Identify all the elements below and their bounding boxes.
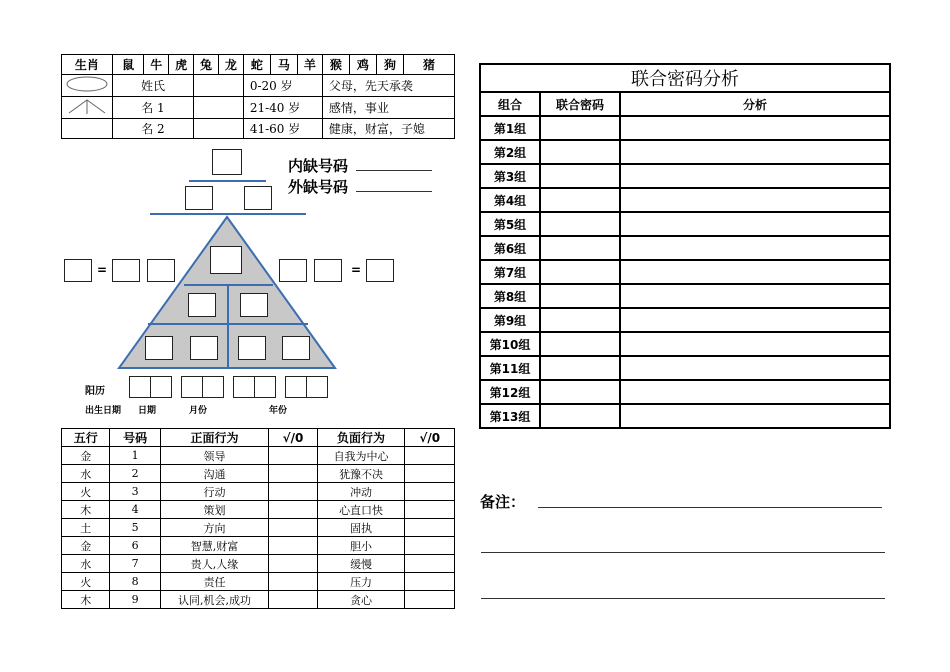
table-row xyxy=(62,447,455,465)
negative-check-cell[interactable] xyxy=(405,447,455,465)
code-cell[interactable] xyxy=(540,260,620,284)
inner-missing-line[interactable] xyxy=(356,170,432,171)
positive-cell: 行动 xyxy=(160,483,268,501)
wuxing-header: 负面行为 xyxy=(317,429,405,447)
row-age: 0-20 岁 xyxy=(243,75,322,97)
pyramid-base-box-2[interactable] xyxy=(190,336,218,360)
group-label: 第7组 xyxy=(480,260,540,284)
table-row xyxy=(62,519,455,537)
element-cell: 土 xyxy=(62,519,110,537)
zodiac-header-cell: 蛇 xyxy=(243,55,270,75)
group-label: 第9组 xyxy=(480,308,540,332)
table-row xyxy=(480,260,890,284)
positive-check-cell[interactable] xyxy=(269,591,318,609)
month-digit-2[interactable] xyxy=(202,376,224,398)
number-cell: 4 xyxy=(110,501,160,519)
group-label: 第13组 xyxy=(480,404,540,428)
right-box-2[interactable] xyxy=(314,259,342,282)
positive-cell: 责任 xyxy=(160,573,268,591)
year-digit-3[interactable] xyxy=(285,376,307,398)
pyramid-diagram xyxy=(0,0,470,425)
negative-check-cell[interactable] xyxy=(405,501,455,519)
analysis-cell[interactable] xyxy=(620,140,890,164)
row-label: 姓氏 xyxy=(112,75,193,97)
outer-missing-label: 外缺号码 xyxy=(288,178,349,196)
code-cell[interactable] xyxy=(540,212,620,236)
analysis-header: 分析 xyxy=(620,92,890,116)
code-cell[interactable] xyxy=(540,308,620,332)
number-cell: 6 xyxy=(110,537,160,555)
table-row xyxy=(480,164,890,188)
month-label: 月份 xyxy=(189,406,208,416)
notes-label: 备注： xyxy=(480,493,526,511)
code-cell[interactable] xyxy=(540,116,620,140)
analysis-cell[interactable] xyxy=(620,332,890,356)
positive-check-cell[interactable] xyxy=(269,537,318,555)
negative-check-cell[interactable] xyxy=(405,591,455,609)
right-box-1[interactable] xyxy=(279,259,307,282)
year-digit-1[interactable] xyxy=(233,376,255,398)
right-result-box[interactable] xyxy=(366,259,394,282)
group-label: 第3组 xyxy=(480,164,540,188)
zodiac-header-cell: 羊 xyxy=(297,55,322,75)
analysis-header: 组合 xyxy=(480,92,540,116)
day-digit-2[interactable] xyxy=(150,376,172,398)
notes-line-1[interactable] xyxy=(538,507,882,508)
negative-cell: 冲动 xyxy=(317,483,405,501)
code-cell[interactable] xyxy=(540,236,620,260)
day-digit-1[interactable] xyxy=(129,376,151,398)
positive-cell: 智慧,财富 xyxy=(160,537,268,555)
outer-missing-line[interactable] xyxy=(356,191,432,192)
pyramid-lines xyxy=(0,0,470,425)
negative-check-cell[interactable] xyxy=(405,519,455,537)
notes-line-3[interactable] xyxy=(481,598,885,599)
number-cell: 5 xyxy=(110,519,160,537)
wuxing-header: 五行 xyxy=(62,429,110,447)
zodiac-header-cell: 牛 xyxy=(144,55,169,75)
row-meaning: 父母，先天承袭 xyxy=(322,75,454,97)
number-cell: 3 xyxy=(110,483,160,501)
negative-check-cell[interactable] xyxy=(405,573,455,591)
positive-check-cell[interactable] xyxy=(269,519,318,537)
negative-cell: 固执 xyxy=(317,519,405,537)
negative-cell: 自我为中心 xyxy=(317,447,405,465)
zodiac-header-cell: 猪 xyxy=(404,55,455,75)
negative-cell: 胆小 xyxy=(317,537,405,555)
row-label: 名 2 xyxy=(112,119,193,139)
table-row xyxy=(480,356,890,380)
left-equals-sign: = xyxy=(97,263,108,277)
negative-check-cell[interactable] xyxy=(405,483,455,501)
row-age: 41-60 岁 xyxy=(243,119,322,139)
code-cell[interactable] xyxy=(540,164,620,188)
negative-check-cell[interactable] xyxy=(405,537,455,555)
element-cell: 金 xyxy=(62,537,110,555)
positive-check-cell[interactable] xyxy=(269,501,318,519)
table-row xyxy=(480,116,890,140)
number-cell: 1 xyxy=(110,447,160,465)
group-label: 第8组 xyxy=(480,284,540,308)
birth-date-label: 出生日期 xyxy=(85,406,122,416)
code-cell[interactable] xyxy=(540,140,620,164)
wuxing-header: 正面行为 xyxy=(160,429,268,447)
pyramid-apex-box[interactable] xyxy=(210,246,242,274)
code-cell[interactable] xyxy=(540,404,620,428)
table-row xyxy=(62,591,455,609)
table-row xyxy=(62,483,455,501)
zodiac-header-cell: 生肖 xyxy=(62,55,113,75)
element-cell: 水 xyxy=(62,555,110,573)
day-label: 日期 xyxy=(138,406,157,416)
row-age: 21-40 岁 xyxy=(243,97,322,119)
top-number-box[interactable] xyxy=(212,149,242,175)
code-cell[interactable] xyxy=(540,356,620,380)
element-cell: 金 xyxy=(62,447,110,465)
year-digit-2[interactable] xyxy=(254,376,276,398)
wuxing-header: √/0 xyxy=(269,429,318,447)
analysis-cell[interactable] xyxy=(620,380,890,404)
table-row xyxy=(480,140,890,164)
wuxing-table xyxy=(61,428,455,609)
analysis-title-row xyxy=(480,64,890,92)
number-cell: 2 xyxy=(110,465,160,483)
row-label: 名 1 xyxy=(112,97,193,119)
table-row xyxy=(480,332,890,356)
year-label: 年份 xyxy=(269,406,288,416)
zodiac-header-cell: 马 xyxy=(270,55,297,75)
group-label: 第5组 xyxy=(480,212,540,236)
left-box-2[interactable] xyxy=(147,259,175,282)
left-result-box[interactable] xyxy=(64,259,92,282)
table-row xyxy=(62,501,455,519)
zodiac-header-cell: 鸡 xyxy=(349,55,376,75)
year-digit-4[interactable] xyxy=(306,376,328,398)
positive-cell: 沟通 xyxy=(160,465,268,483)
negative-cell: 压力 xyxy=(317,573,405,591)
analysis-header-row xyxy=(480,92,890,116)
zodiac-header-cell: 兔 xyxy=(194,55,219,75)
row-meaning: 健康，财富，子媳 xyxy=(322,119,454,139)
table-row xyxy=(62,537,455,555)
analysis-cell[interactable] xyxy=(620,164,890,188)
pyramid-base-box-3[interactable] xyxy=(238,336,266,360)
pyramid-base-box-1[interactable] xyxy=(145,336,173,360)
group-label: 第4组 xyxy=(480,188,540,212)
code-cell[interactable] xyxy=(540,188,620,212)
analysis-cell[interactable] xyxy=(620,116,890,140)
table-row xyxy=(62,555,455,573)
positive-check-cell[interactable] xyxy=(269,447,318,465)
table-row xyxy=(480,404,890,428)
group-label: 第1组 xyxy=(480,116,540,140)
row-meaning: 感情，事业 xyxy=(322,97,454,119)
zodiac-header-cell: 虎 xyxy=(169,55,194,75)
zodiac-header-cell: 龙 xyxy=(218,55,243,75)
analysis-cell[interactable] xyxy=(620,404,890,428)
analysis-cell[interactable] xyxy=(620,236,890,260)
zodiac-header-cell: 狗 xyxy=(376,55,403,75)
positive-check-cell[interactable] xyxy=(269,465,318,483)
negative-cell: 缓慢 xyxy=(317,555,405,573)
element-cell: 木 xyxy=(62,501,110,519)
table-row xyxy=(480,284,890,308)
group-label: 第11组 xyxy=(480,356,540,380)
upper-right-box[interactable] xyxy=(244,186,272,210)
group-label: 第10组 xyxy=(480,332,540,356)
positive-check-cell[interactable] xyxy=(269,573,318,591)
solar-label: 阳历 xyxy=(85,386,105,397)
pyramid-base-box-4[interactable] xyxy=(282,336,310,360)
left-box-1[interactable] xyxy=(112,259,140,282)
zodiac-header-cell: 猴 xyxy=(322,55,349,75)
group-label: 第12组 xyxy=(480,380,540,404)
negative-check-cell[interactable] xyxy=(405,465,455,483)
negative-check-cell[interactable] xyxy=(405,555,455,573)
positive-cell: 策划 xyxy=(160,501,268,519)
table-row xyxy=(480,308,890,332)
negative-cell: 心直口快 xyxy=(317,501,405,519)
number-cell: 7 xyxy=(110,555,160,573)
analysis-cell[interactable] xyxy=(620,260,890,284)
table-row xyxy=(480,380,890,404)
number-cell: 9 xyxy=(110,591,160,609)
notes-line-2[interactable] xyxy=(481,552,885,553)
wuxing-header-row xyxy=(62,429,455,447)
analysis-cell[interactable] xyxy=(620,212,890,236)
negative-cell: 犹豫不决 xyxy=(317,465,405,483)
element-cell: 火 xyxy=(62,483,110,501)
table-row xyxy=(480,188,890,212)
analysis-title: 联合密码分析 xyxy=(480,64,890,92)
positive-cell: 认同,机会,成功 xyxy=(160,591,268,609)
table-row xyxy=(62,465,455,483)
right-equals-sign: = xyxy=(351,263,362,277)
month-digit-1[interactable] xyxy=(181,376,203,398)
analysis-cell[interactable] xyxy=(620,308,890,332)
table-row xyxy=(62,573,455,591)
positive-cell: 领导 xyxy=(160,447,268,465)
inner-missing-label: 内缺号码 xyxy=(288,157,349,175)
code-cell[interactable] xyxy=(540,284,620,308)
analysis-cell[interactable] xyxy=(620,356,890,380)
negative-cell: 贪心 xyxy=(317,591,405,609)
element-cell: 水 xyxy=(62,465,110,483)
group-label: 第6组 xyxy=(480,236,540,260)
positive-cell: 方向 xyxy=(160,519,268,537)
element-cell: 木 xyxy=(62,591,110,609)
pyramid-mid-left-box[interactable] xyxy=(188,293,216,317)
code-cell[interactable] xyxy=(540,332,620,356)
wuxing-header: 号码 xyxy=(110,429,160,447)
number-cell: 8 xyxy=(110,573,160,591)
pyramid-mid-right-box[interactable] xyxy=(240,293,268,317)
upper-left-box[interactable] xyxy=(185,186,213,210)
code-cell[interactable] xyxy=(540,380,620,404)
positive-check-cell[interactable] xyxy=(269,483,318,501)
analysis-cell[interactable] xyxy=(620,188,890,212)
table-row xyxy=(480,236,890,260)
wuxing-header: √/0 xyxy=(405,429,455,447)
analysis-cell[interactable] xyxy=(620,284,890,308)
zodiac-header-cell: 鼠 xyxy=(112,55,143,75)
group-label: 第2组 xyxy=(480,140,540,164)
analysis-table xyxy=(479,63,891,429)
positive-check-cell[interactable] xyxy=(269,555,318,573)
table-row xyxy=(480,212,890,236)
element-cell: 火 xyxy=(62,573,110,591)
analysis-header: 联合密码 xyxy=(540,92,620,116)
positive-cell: 贵人,人缘 xyxy=(160,555,268,573)
